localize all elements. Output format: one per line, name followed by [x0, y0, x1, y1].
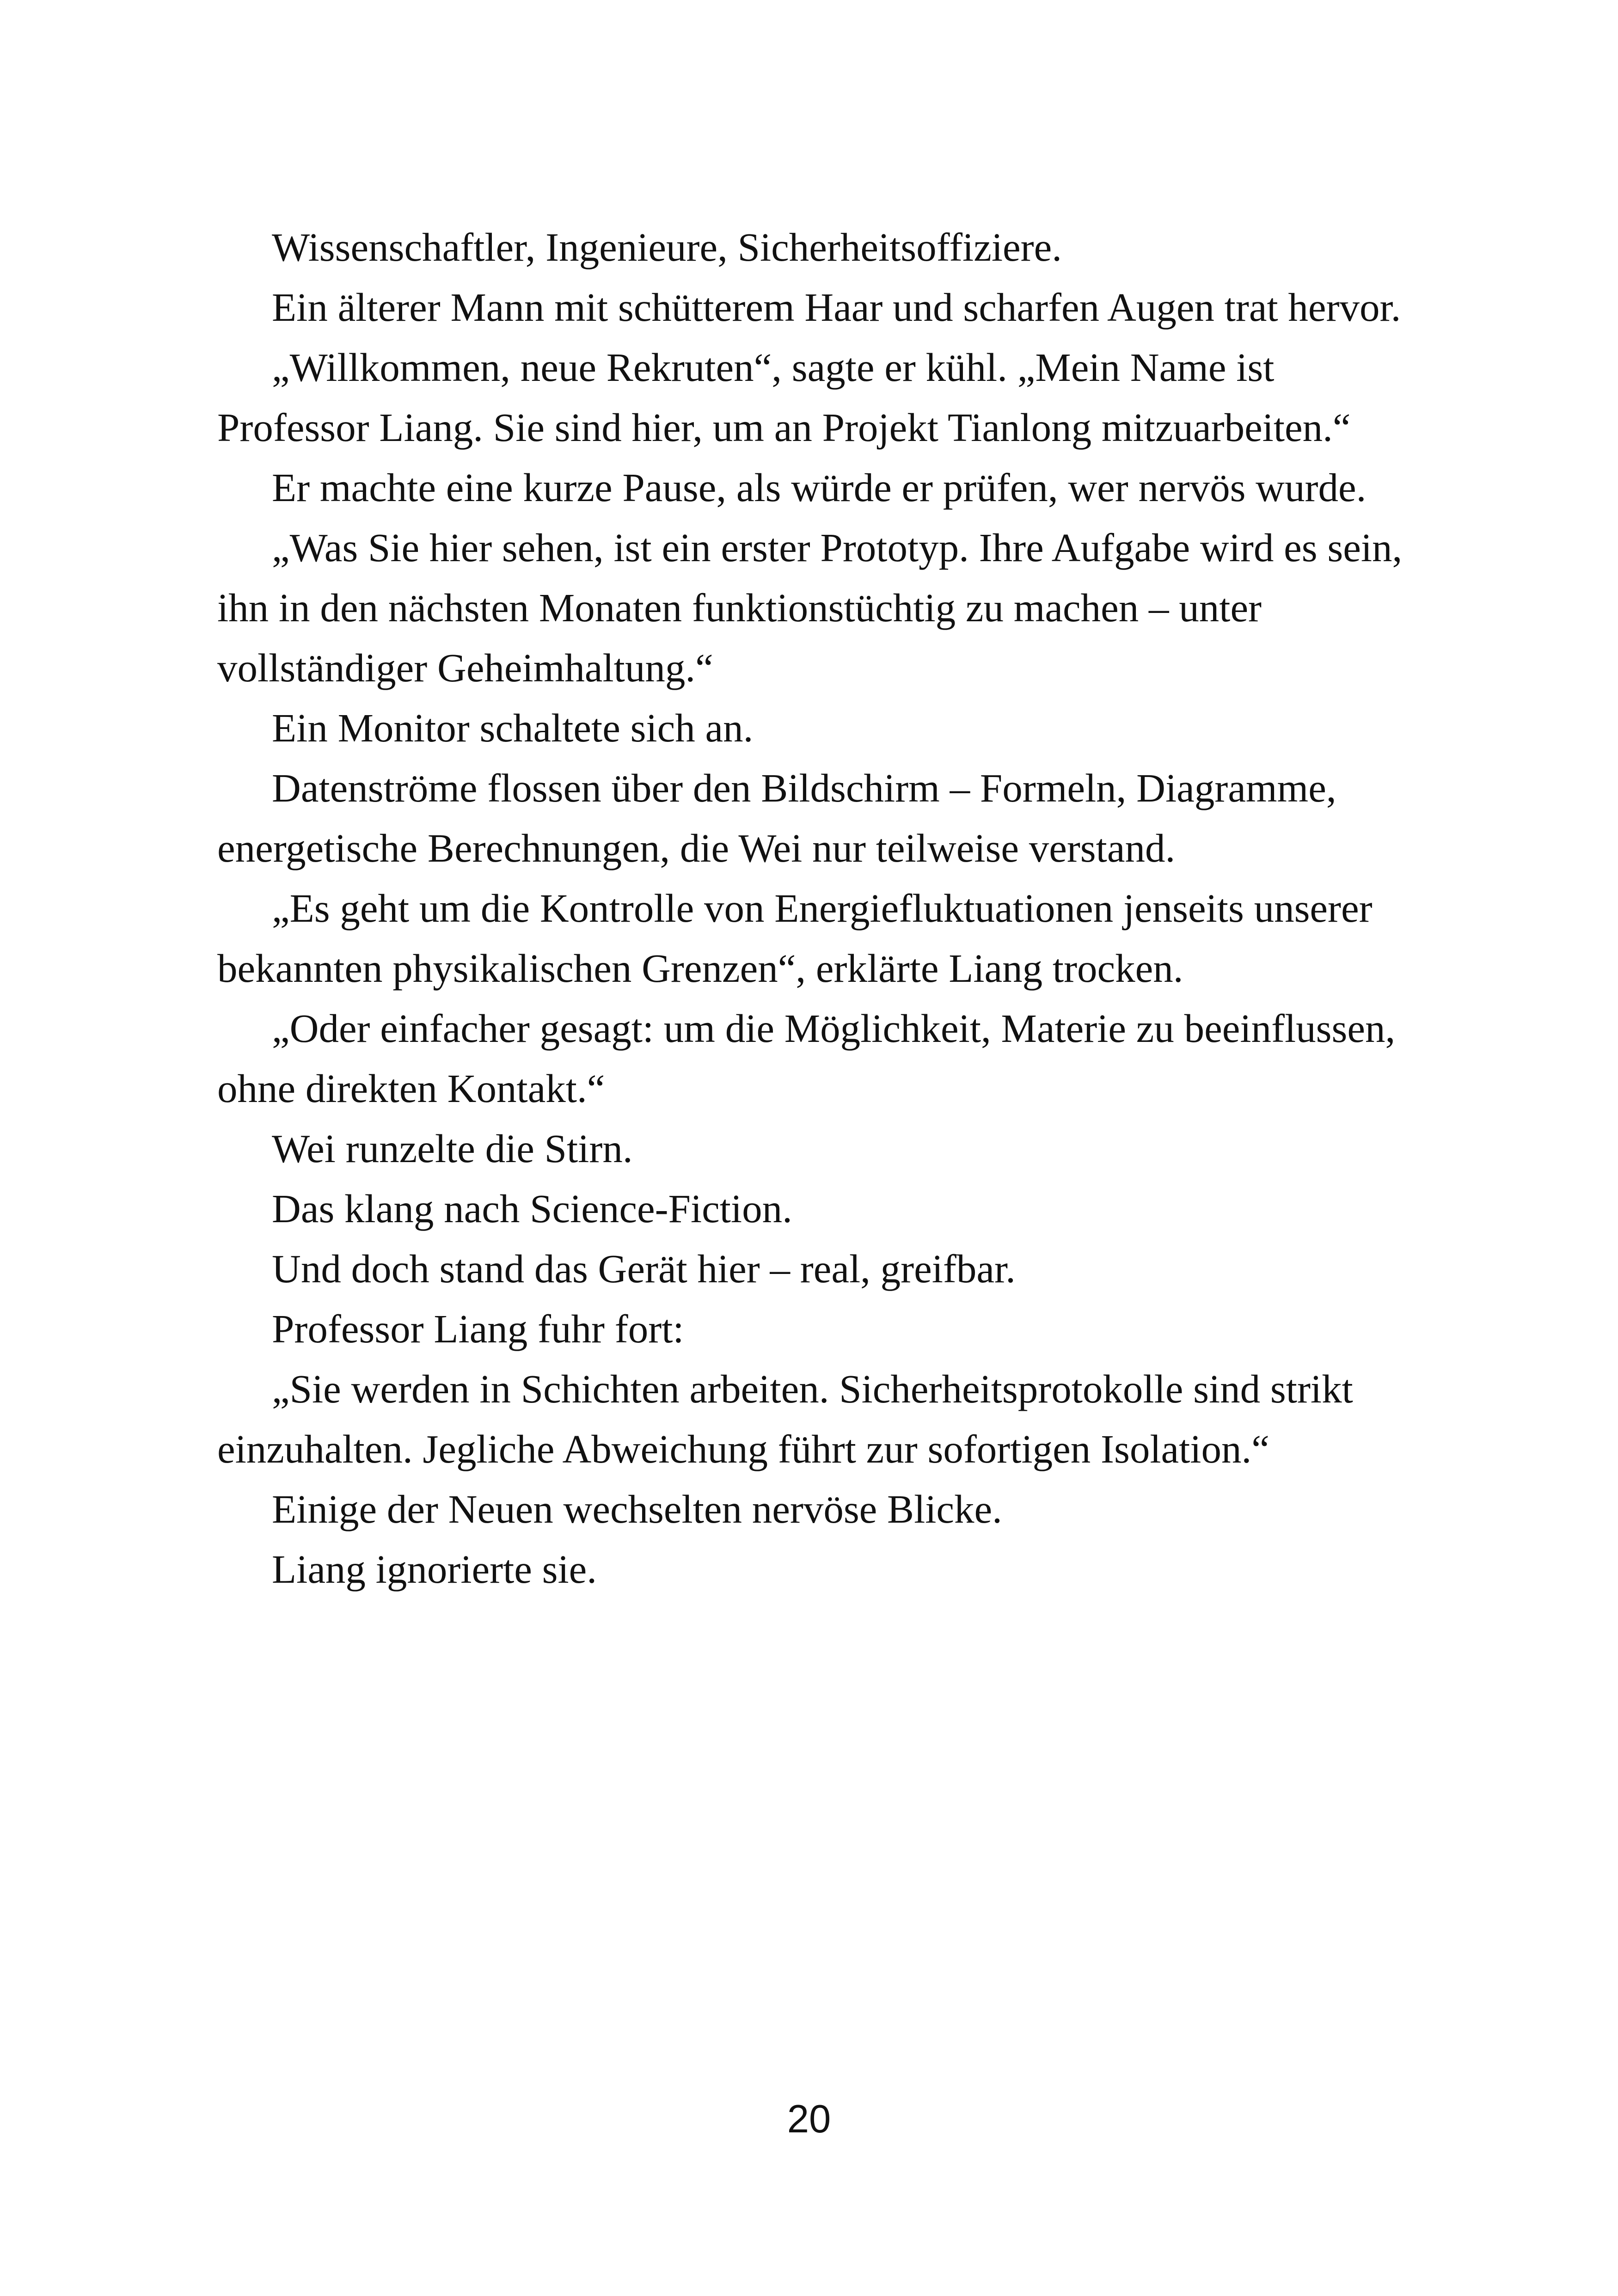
paragraph: Wissenschaftler, Ingenieure, Sicherheitsoffiziere.: [272, 225, 1062, 269]
paragraph: „Willkommen, neue Rekruten“, sagte er kühl. „Mein Name ist Professor Liang. Sie sind hier, um an Projekt Tianlong mitzuarbeiten.“: [217, 345, 1351, 450]
paragraph: „Es geht um die Kontrolle von Energiefluktuationen jenseits unserer bekannten physikalischen Grenzen“, erklärte Liang trocken.: [217, 886, 1373, 991]
paragraph: Ein älterer Mann mit schütterem Haar und scharfen Augen trat hervor.: [272, 285, 1401, 330]
paragraph: „Oder einfacher gesagt: um die Möglichkeit, Materie zu beeinflussen, ohne direkten Kontakt.“: [217, 1006, 1396, 1111]
paragraph: Einige der Neuen wechselten nervöse Blicke.: [272, 1487, 1002, 1531]
paragraph: Das klang nach Science-Fiction.: [272, 1186, 792, 1231]
body-text: [217, 217, 1419, 1599]
paragraph: Professor Liang fuhr fort:: [272, 1306, 684, 1351]
page-number: 20: [787, 2097, 831, 2141]
paragraph: „Was Sie hier sehen, ist ein erster Prototyp. Ihre Aufgabe wird es sein, ihn in den nächsten Monaten funktionstüchtig zu machen – unter vollständiger Geheimhaltung.“: [217, 525, 1403, 690]
paragraph: Und doch stand das Gerät hier – real, greifbar.: [272, 1246, 1016, 1291]
paragraph: „Sie werden in Schichten arbeiten. Sicherheitsprotokolle sind strikt einzuhalten. Jegliche Abweichung führt zur sofortigen Isolation.“: [217, 1366, 1353, 1471]
paragraph: Wei runzelte die Stirn.: [272, 1126, 633, 1171]
paragraph: Ein Monitor schaltete sich an.: [272, 705, 754, 750]
paragraph: Datenströme flossen über den Bildschirm – Formeln, Diagramme, energetische Berechnungen, die Wei nur teilweise verstand.: [217, 765, 1336, 870]
paragraph: Er machte eine kurze Pause, als würde er prüfen, wer nervös wurde.: [272, 465, 1367, 510]
paragraph: Liang ignorierte sie.: [272, 1547, 597, 1592]
